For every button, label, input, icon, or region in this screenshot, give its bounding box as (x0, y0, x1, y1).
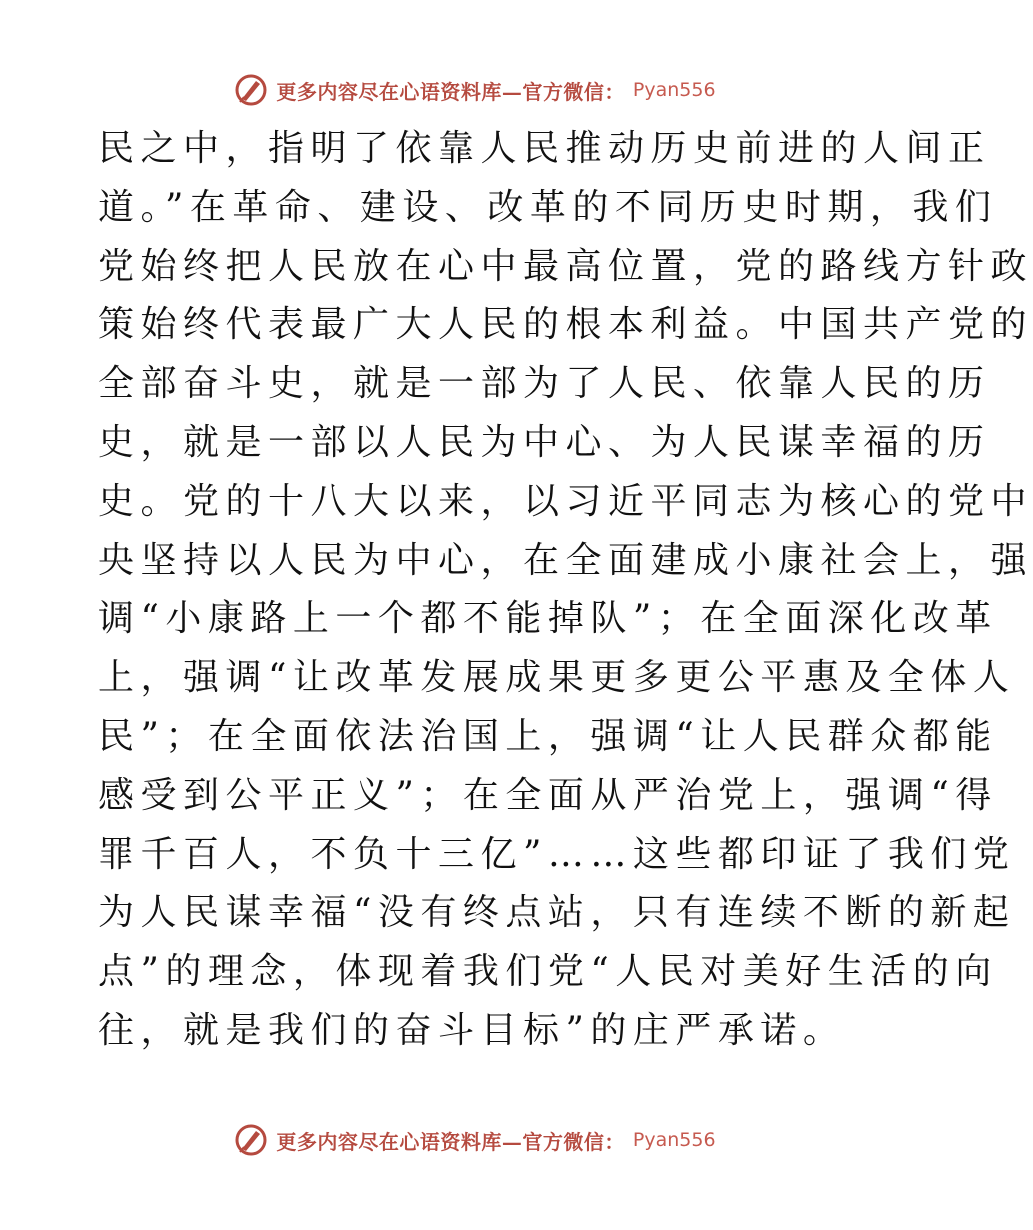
footer-banner-text: 更多内容尽在心语资料库—官方微信： (276, 1129, 625, 1154)
body-line: 往，就是我们的奋斗目标”的庄严承诺。 (98, 1009, 846, 1051)
body-line: 上，强调“让改革发展成果更多更公平惠及全体人 (98, 657, 1016, 699)
quill-pen-logo-icon (234, 73, 268, 107)
body-line: 全部奋斗史，就是一部为了人民、依靠人民的历 (98, 363, 991, 405)
body-line: 民之中，指明了依靠人民推动历史前进的人间正 (98, 128, 991, 169)
footer-banner (0, 1120, 950, 1160)
body-line: 为人民谋幸福“没有终点站，只有连续不断的新起 (98, 892, 1016, 934)
body-line: 史，就是一部以人民为中心、为人民谋幸福的历 (98, 421, 991, 463)
body-line: 史。党的十八大以来，以习近平同志为核心的党中 (98, 480, 1033, 522)
body-line: 策始终代表最广大人民的根本利益。中国共产党的 (98, 304, 1033, 346)
quill-pen-logo-icon (234, 1123, 268, 1157)
body-line: 调“小康路上一个都不能掉队”；在全面深化改革 (98, 598, 998, 640)
header-wechat-id: Pyan556 (632, 79, 716, 101)
header-banner-text: 更多内容尽在心语资料库—官方微信： (276, 79, 625, 104)
body-line: 感受到公平正义”；在全面从严治党上，强调“得 (98, 774, 998, 816)
footer-wechat-id: Pyan556 (632, 1129, 716, 1151)
header-banner (0, 70, 950, 110)
document-body (98, 120, 1033, 1061)
body-line: 央坚持以人民为中心，在全面建成小康社会上，强 (98, 539, 1033, 581)
body-line: 民”；在全面依法治国上，强调“让人民群众都能 (98, 715, 998, 757)
body-line: 道。”在革命、建设、改革的不同历史时期，我们 (98, 186, 998, 228)
body-line: 点”的理念，体现着我们党“人民对美好生活的向 (98, 951, 998, 993)
body-line: 党始终把人民放在心中最高位置，党的路线方针政 (98, 245, 1033, 287)
body-line: 罪千百人，不负十三亿”……这些都印证了我们党 (98, 833, 1016, 875)
